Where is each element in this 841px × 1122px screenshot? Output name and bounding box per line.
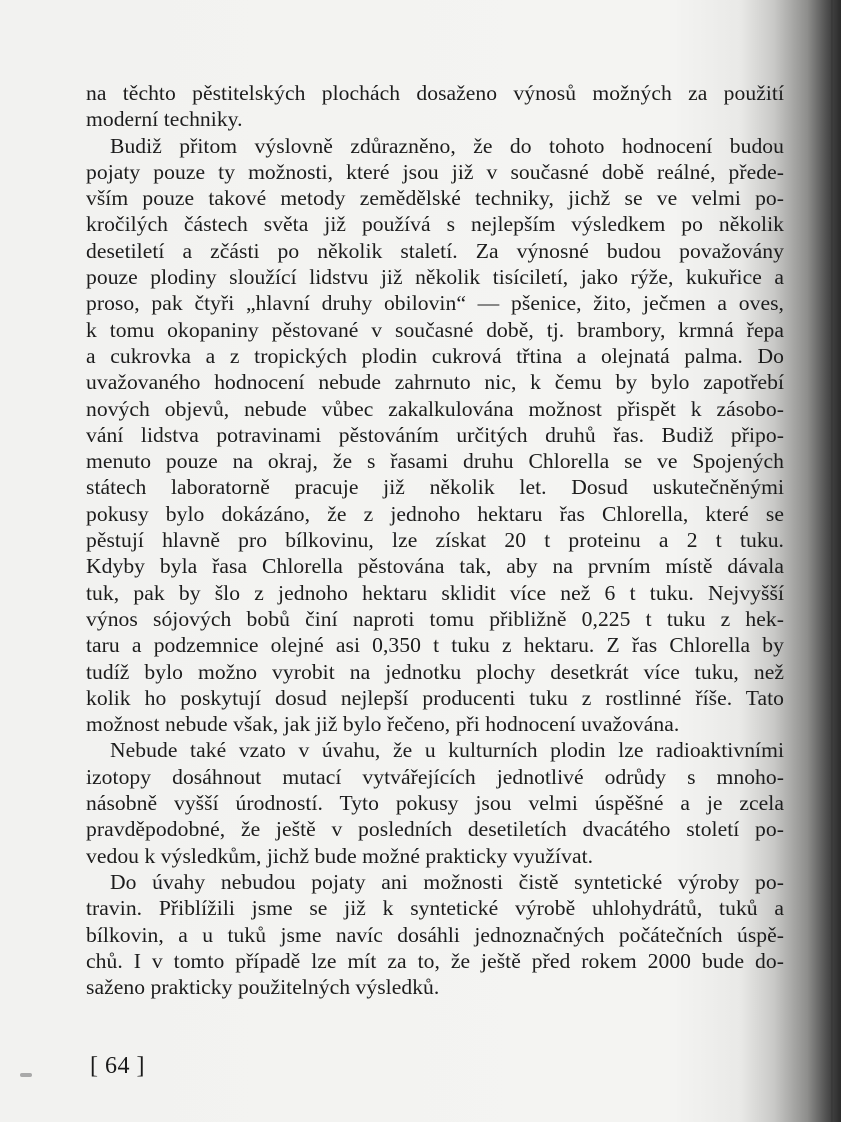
text-line: Kdyby byla řasa Chlorella pěstována tak, aby na prvním místě dávala [86,554,784,579]
text-line: kročilých částech světa již používá s nejlepším výsledkem po několik [86,212,784,237]
text-line: možnost nebude však, jak již bylo řečeno, při hodnocení uvažována. [86,712,680,737]
text-line: násobně vyšší úrodností. Tyto pokusy jsou velmi úspěšné a je zcela [86,791,784,816]
text-line: Budiž přitom výslovně zdůrazněno, že do tohoto hodnocení budou [110,133,784,158]
text-line: pěstují hlavně pro bílkovinu, lze získat 20 t proteinu a 2 t tuku. [86,528,784,553]
text-line: menuto pouze na okraj, že s řasami druhu Chlorella se ve Spojených [86,449,784,474]
text-line: izotopy dosáhnout mutací vytvářejících jednotlivé odrůdy s mnoho- [86,764,784,789]
text-line: pravděpodobné, že ještě v posledních desetiletích dvacátého století po- [86,817,784,842]
text-line: saženo prakticky použitelných výsledků. [86,975,440,1000]
text-line: Do úvahy nebudou pojaty ani možnosti čistě syntetické výroby po- [110,869,784,894]
book-binding-edge [831,0,833,1122]
text-line: státech laboratorně pracuje již několik let. Dosud uskutečněnými [86,475,784,500]
text-line: k tomu okopaniny pěstované v současné době, tj. brambory, krmná řepa [86,317,784,342]
text-line: travin. Přiblížili jsme se již k syntetické výrobě uhlohydrátů, tuků a [86,896,784,921]
text-line: vedou k výsledkům, jichž bude možné prakticky využívat. [86,843,594,868]
paragraph [86,133,784,738]
text-line: pouze plodiny sloužící lidstvu již několik tisíciletí, jako rýže, kukuřice a [86,265,784,290]
text-line: chů. I v tomto případě lze mít za to, že ještě před rokem 2000 bude do- [86,948,784,973]
body-text [86,80,784,1000]
text-line: bílkovin, a u tuků jsme navíc dosáhli jednoznačných počátečních úspě- [86,922,784,947]
text-line: tudíž bylo možno vyrobit na jednotku plochy desetkrát více tuku, než [86,659,784,684]
text-line: vání lidstva potravinami pěstováním určitých druhů řas. Budiž připo- [86,422,784,447]
text-line: Nebude také vzato v úvahu, že u kulturních plodin lze radioaktivními [110,738,784,763]
text-line: pojaty pouze ty možnosti, které jsou již v současné době reálné, přede- [86,159,784,184]
text-line: proso, pak čtyři „hlavní druhy obilovin“ — pšenice, žito, ječmen a oves, [86,291,784,316]
text-line: nových objevů, nebude vůbec zakalkulována možnost přispět k zásobo- [86,396,784,421]
text-line: na těchto pěstitelských plochách dosaženo výnosů možných za použití [86,81,784,105]
scan-smudge [20,1073,32,1077]
text-line: moderní techniky. [86,107,243,132]
paragraph [86,869,784,1000]
page-number: [ 64 ] [90,1053,145,1079]
text-line: pokusy bylo dokázáno, že z jednoho hektaru řas Chlorella, které se [86,501,784,526]
text-line: uvažovaného hodnocení nebude zahrnuto nic, k čemu by bylo zapotřebí [86,370,784,395]
paragraph [86,737,784,868]
text-line: vším pouze takové metody zemědělské techniky, jichž se ve velmi po- [86,186,784,211]
paragraph [86,80,784,133]
text-line: kolik ho poskytují dosud nejlepší producenti tuku z rostlinné říše. Tato [86,685,784,710]
text-line: taru a podzemnice olejné asi 0,350 t tuku z hektaru. Z řas Chlorella by [86,633,784,658]
text-line: desetiletí a zčásti po několik staletí. Za výnosné budou považovány [86,238,784,263]
text-line: a cukrovka a z tropických plodin cukrová třtina a olejnatá palma. Do [86,343,784,368]
text-line: tuk, pak by šlo z jednoho hektaru sklidit více než 6 t tuku. Nejvyšší [86,580,784,605]
text-line: výnos sójových bobů činí naproti tomu přibližně 0,225 t tuku z hek- [86,606,784,631]
